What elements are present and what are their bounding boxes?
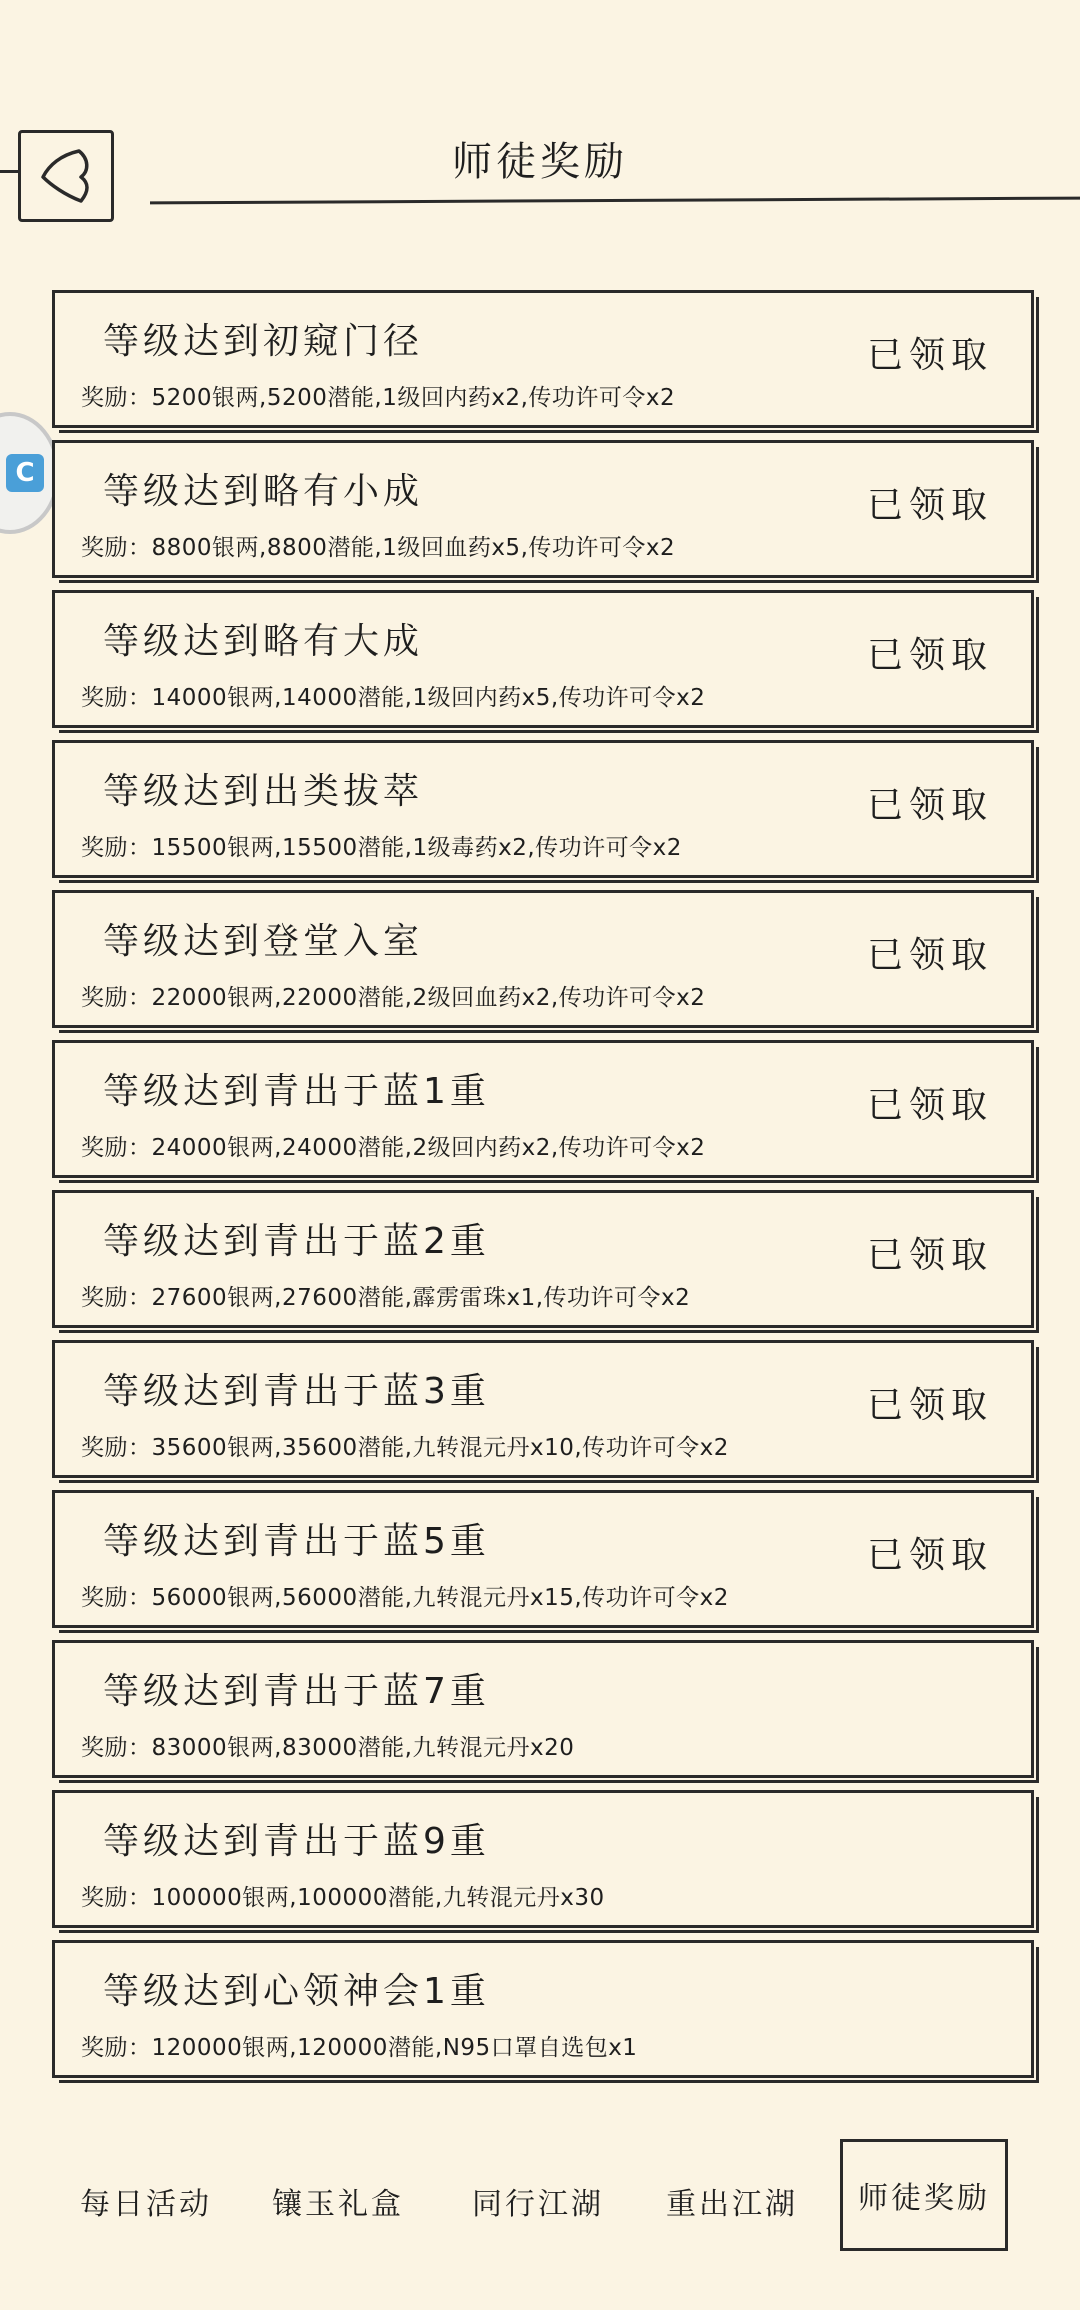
reward-items: 奖励：83000银两,83000潜能,九转混元丹x20 bbox=[81, 1735, 575, 1761]
reward-card bbox=[52, 1040, 1034, 1178]
claim-status[interactable]: 已领取 bbox=[866, 485, 993, 526]
claim-status[interactable]: 已领取 bbox=[866, 635, 993, 676]
reward-card bbox=[52, 890, 1034, 1028]
reward-title: 等级达到登堂入室 bbox=[103, 921, 424, 962]
reward-card bbox=[52, 1940, 1034, 2078]
reward-card bbox=[52, 440, 1034, 578]
tab-daily-activity[interactable]: 每日活动 bbox=[80, 2187, 212, 2222]
reward-items: 奖励：14000银两,14000潜能,1级回内药x5,传功许可令x2 bbox=[81, 685, 706, 711]
reward-card bbox=[52, 1490, 1034, 1628]
page-title: 师徒奖励 bbox=[452, 139, 628, 185]
claim-status[interactable]: 已领取 bbox=[866, 785, 993, 826]
header-divider-right bbox=[150, 197, 1080, 205]
reward-card bbox=[52, 1790, 1034, 1928]
claim-status[interactable]: 已领取 bbox=[866, 1235, 993, 1276]
reward-title: 等级达到青出于蓝5重 bbox=[103, 1521, 490, 1562]
reward-items: 奖励：24000银两,24000潜能,2级回内药x2,传功许可令x2 bbox=[81, 1135, 706, 1161]
reward-title: 等级达到青出于蓝3重 bbox=[103, 1371, 490, 1412]
claim-status[interactable]: 已领取 bbox=[866, 1535, 993, 1576]
reward-items: 奖励：22000银两,22000潜能,2级回血药x2,传功许可令x2 bbox=[81, 985, 706, 1011]
reward-title: 等级达到略有小成 bbox=[103, 471, 424, 512]
tab-jade-gift-box[interactable]: 镶玉礼盒 bbox=[272, 2187, 404, 2222]
claim-status[interactable]: 已领取 bbox=[866, 1385, 993, 1426]
reward-title: 等级达到出类拔萃 bbox=[103, 771, 424, 812]
claim-status[interactable]: 已领取 bbox=[866, 1085, 993, 1126]
header bbox=[0, 100, 1080, 235]
reward-title: 等级达到青出于蓝1重 bbox=[103, 1071, 490, 1112]
reward-title: 等级达到心领神会1重 bbox=[103, 1971, 490, 2012]
tab-together-jianghu[interactable]: 同行江湖 bbox=[472, 2187, 604, 2222]
claim-status[interactable]: 已领取 bbox=[866, 935, 993, 976]
reward-title: 等级达到青出于蓝9重 bbox=[103, 1821, 490, 1862]
bottom-tab-bar bbox=[0, 2135, 1080, 2255]
floating-assistant-icon: C bbox=[6, 454, 44, 492]
reward-title: 等级达到青出于蓝2重 bbox=[103, 1221, 490, 1262]
reward-title: 等级达到初窥门径 bbox=[103, 321, 424, 362]
reward-items: 奖励：5200银两,5200潜能,1级回内药x2,传功许可令x2 bbox=[81, 385, 676, 411]
reward-items: 奖励：8800银两,8800潜能,1级回血药x5,传功许可令x2 bbox=[81, 535, 676, 561]
reward-title: 等级达到青出于蓝7重 bbox=[103, 1671, 490, 1712]
reward-card bbox=[52, 1340, 1034, 1478]
reward-title: 等级达到略有大成 bbox=[103, 621, 424, 662]
claim-status[interactable]: 已领取 bbox=[866, 335, 993, 376]
reward-items: 奖励：120000银两,120000潜能,N95口罩自选包x1 bbox=[81, 2035, 638, 2061]
reward-card bbox=[52, 740, 1034, 878]
reward-items: 奖励：35600银两,35600潜能,九转混元丹x10,传功许可令x2 bbox=[81, 1435, 729, 1461]
reward-card bbox=[52, 1190, 1034, 1328]
reward-list bbox=[52, 290, 1034, 2090]
reward-items: 奖励：100000银两,100000潜能,九转混元丹x30 bbox=[81, 1885, 605, 1911]
tab-return-jianghu[interactable]: 重出江湖 bbox=[666, 2187, 798, 2222]
reward-card bbox=[52, 1640, 1034, 1778]
tab-mentor-reward[interactable]: 师徒奖励 bbox=[840, 2139, 1008, 2251]
reward-items: 奖励：15500银两,15500潜能,1级毒药x2,传功许可令x2 bbox=[81, 835, 682, 861]
reward-items: 奖励：56000银两,56000潜能,九转混元丹x15,传功许可令x2 bbox=[81, 1585, 729, 1611]
floating-assistant-button[interactable] bbox=[0, 412, 60, 534]
reward-items: 奖励：27600银两,27600潜能,霹雳雷珠x1,传功许可令x2 bbox=[81, 1285, 691, 1311]
reward-card bbox=[52, 590, 1034, 728]
reward-card bbox=[52, 290, 1034, 428]
